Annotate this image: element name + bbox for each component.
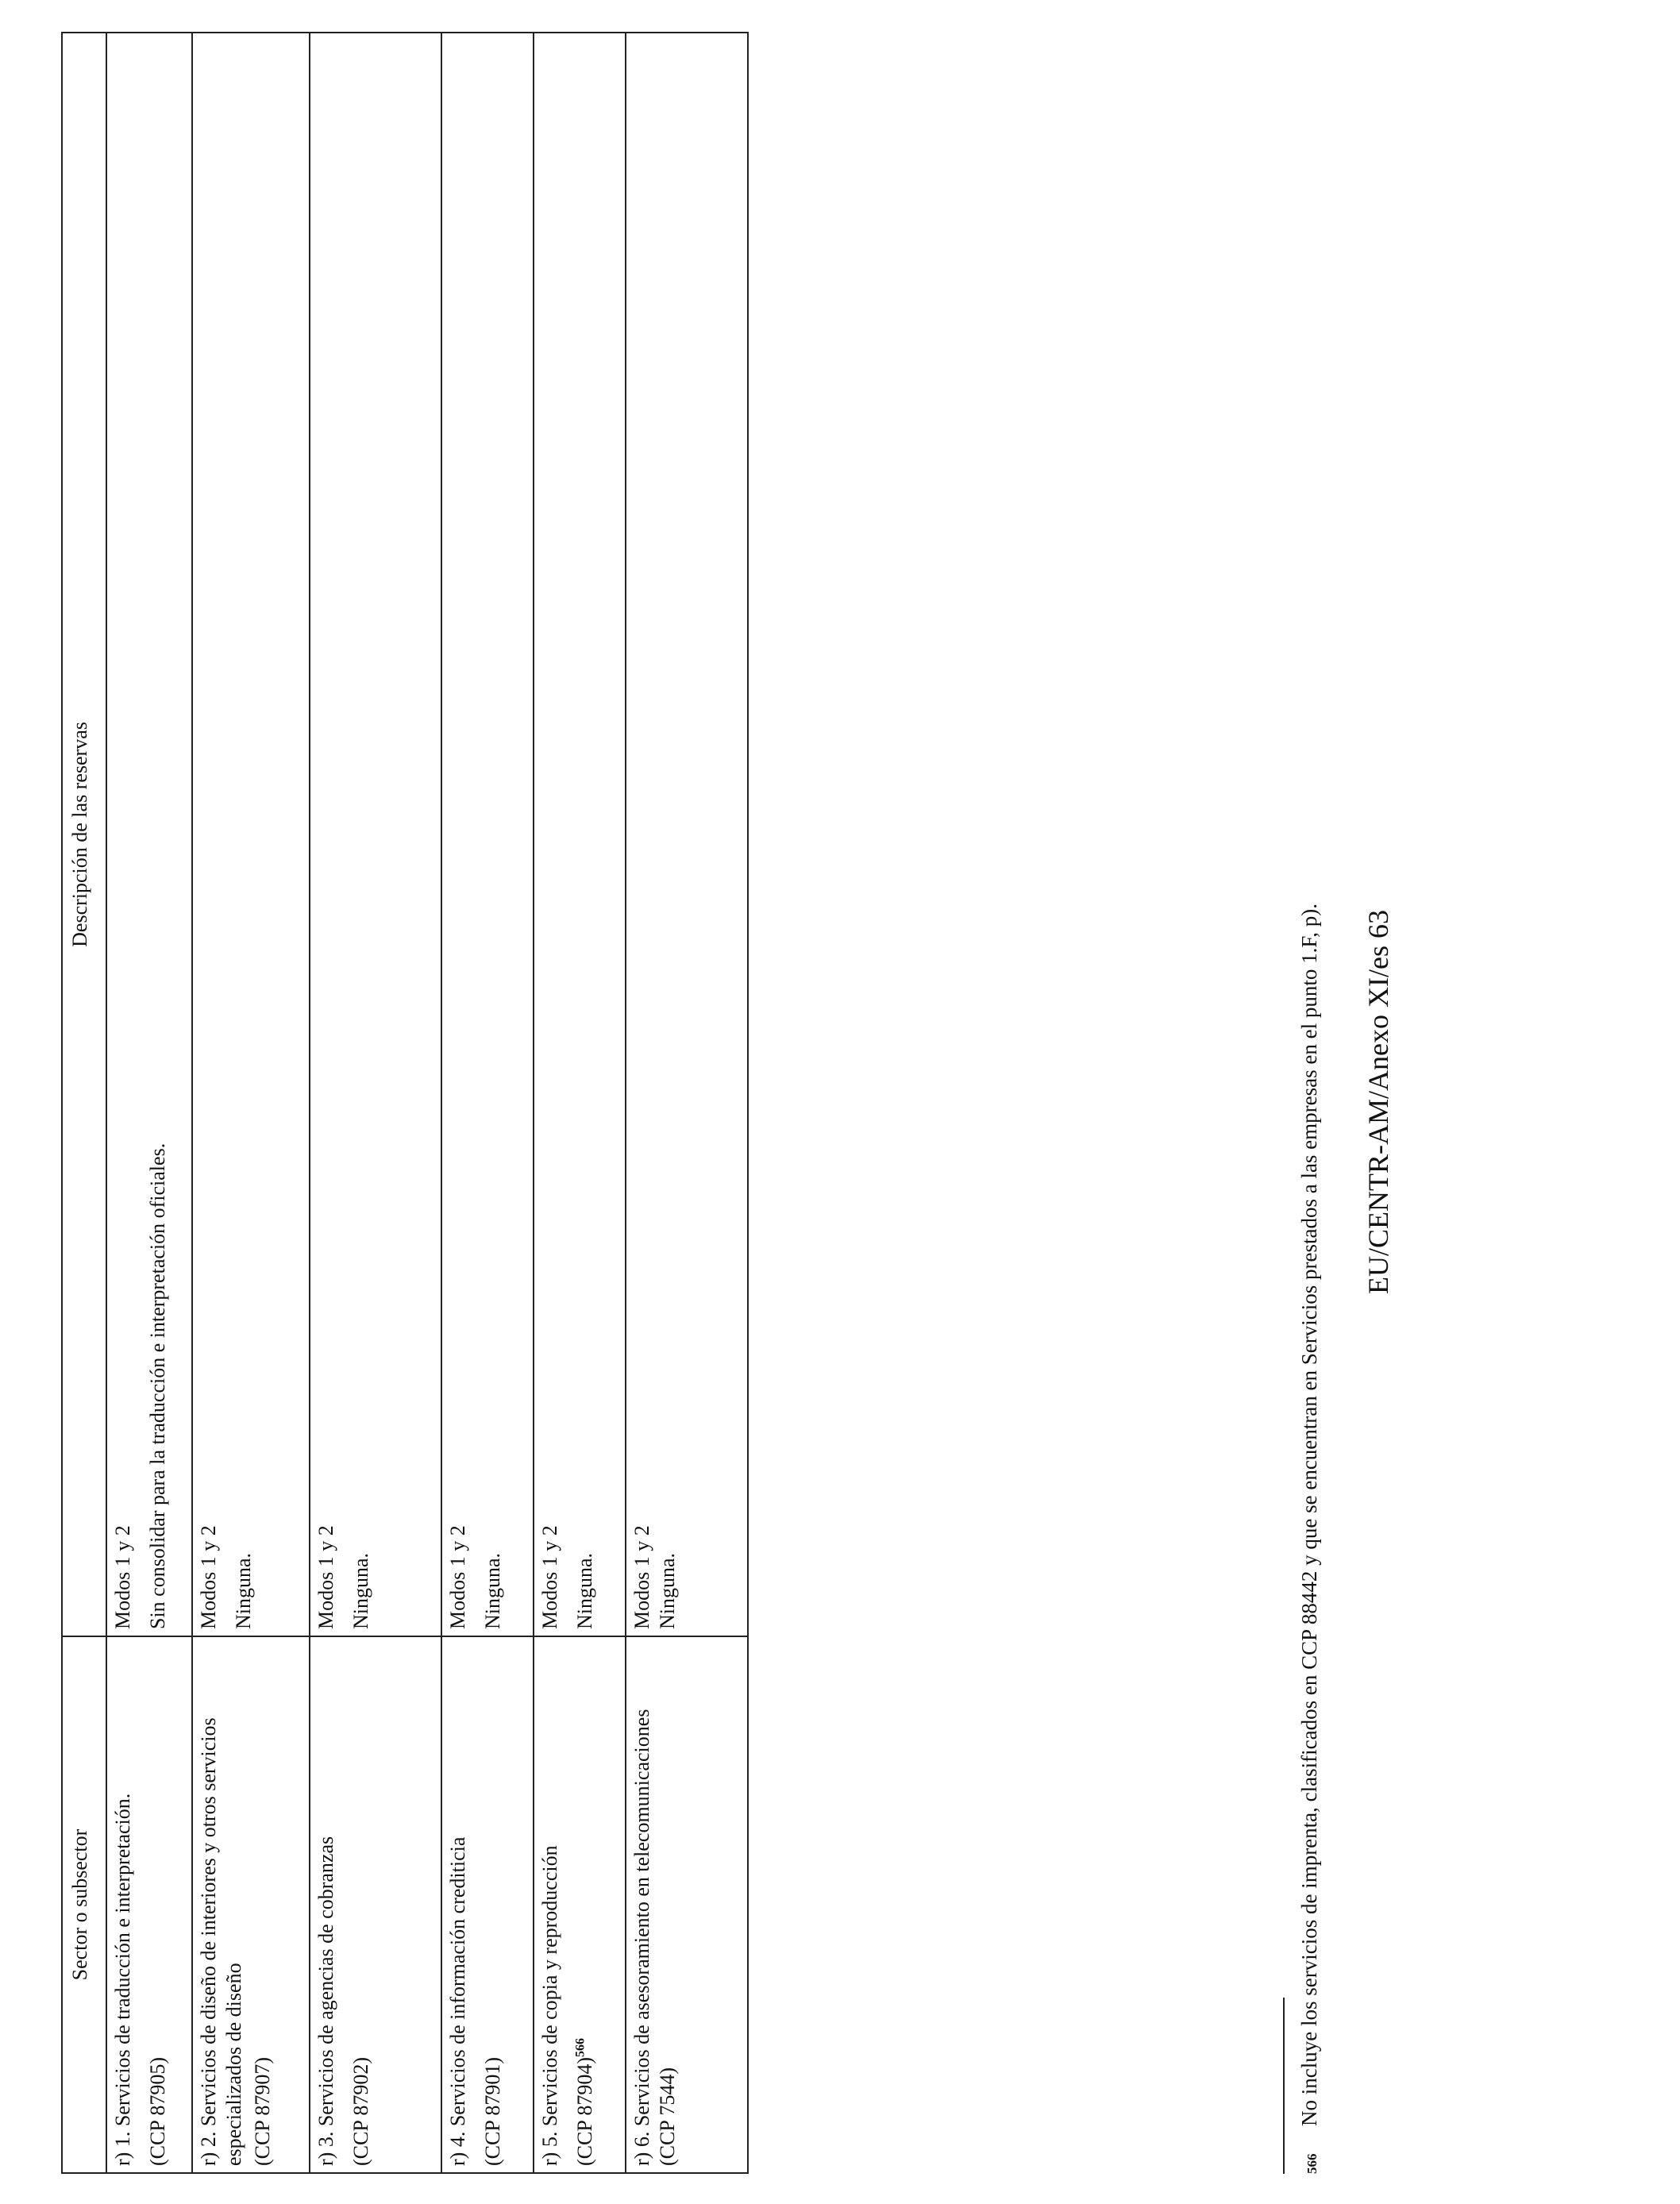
table-header-row: [62, 33, 106, 2173]
description-text: Ninguna.: [349, 1552, 372, 1629]
table-row: [626, 33, 748, 2173]
sector-code: (CCP 7544): [656, 2067, 679, 2166]
footnote-reference[interactable]: 566: [573, 2038, 588, 2057]
description-cell: [106, 33, 192, 1636]
description-cell: [534, 33, 626, 1636]
sector-title: r) 6. Servicios de asesoramiento en telecomunicaciones: [630, 1709, 653, 2166]
table-row: [106, 33, 192, 2173]
table-row: [310, 33, 441, 2173]
sector-code: (CCP 87902): [349, 2057, 372, 2166]
description-text: Ninguna.: [232, 1552, 255, 1629]
sector-title: r) 3. Servicios de agencias de cobranzas: [314, 1836, 337, 2166]
footnote: [1296, 62, 1326, 2174]
description-text: Ninguna.: [656, 1552, 679, 1629]
reservations-table: [61, 32, 749, 2174]
description-cell: [626, 33, 748, 1636]
sector-title: r) 5. Servicios de copia y reproducción: [538, 1845, 561, 2166]
table-row: [441, 33, 534, 2173]
description-modes: Modos 1 y 2: [314, 1525, 337, 1629]
sector-title: r) 4. Servicios de información crediticia: [446, 1836, 469, 2166]
sector-cell: [192, 1636, 310, 2173]
description-text: Sin consolidar para la traducción e interpretación oficiales.: [146, 1142, 169, 1629]
description-cell: [192, 33, 310, 1636]
description-modes: Modos 1 y 2: [446, 1525, 469, 1629]
sector-cell: [534, 1636, 626, 2173]
sector-code: (CCP 87907): [251, 2057, 274, 2166]
sector-code: (CCP 87905): [146, 2057, 169, 2166]
description-modes: Modos 1 y 2: [538, 1525, 561, 1629]
description-text: Ninguna.: [481, 1552, 504, 1629]
description-cell: [441, 33, 534, 1636]
description-modes: Modos 1 y 2: [630, 1525, 653, 1629]
header-description: Descripción de las reservas: [62, 33, 106, 1636]
description-modes: Modos 1 y 2: [111, 1525, 134, 1629]
footnote-text: No incluye los servicios de imprenta, clasificados en CCP 88442 y que se encuentran en Servicios prestados a las empresas en el punto 1.F, p).: [1297, 904, 1321, 2126]
sector-cell: [106, 1636, 192, 2173]
sector-cell: [310, 1636, 441, 2173]
sector-code-line: [572, 1643, 598, 2166]
sector-cell: [441, 1636, 534, 2173]
header-sector: Sector o subsector: [62, 1636, 106, 2173]
sector-title: r) 1. Servicios de traducción e interpretación.: [111, 1793, 134, 2166]
table-row: [534, 33, 626, 2173]
footnote-number: 566: [1304, 2153, 1320, 2174]
table-row: [192, 33, 310, 2173]
description-text: Ninguna.: [573, 1552, 596, 1629]
sector-cell: [626, 1636, 748, 2173]
footnote-separator: [1283, 1998, 1285, 2174]
description-modes: Modos 1 y 2: [197, 1525, 220, 1629]
page-reference: EU/CENTR-AM/Anexo XI/es 63: [1362, 910, 1394, 1294]
sector-code: (CCP 87904): [573, 2057, 596, 2166]
sector-code: (CCP 87901): [481, 2057, 504, 2166]
description-cell: [310, 33, 441, 1636]
sector-title: r) 2. Servicios de diseño de interiores y otros servicios especializados de diseño: [197, 1717, 245, 2166]
